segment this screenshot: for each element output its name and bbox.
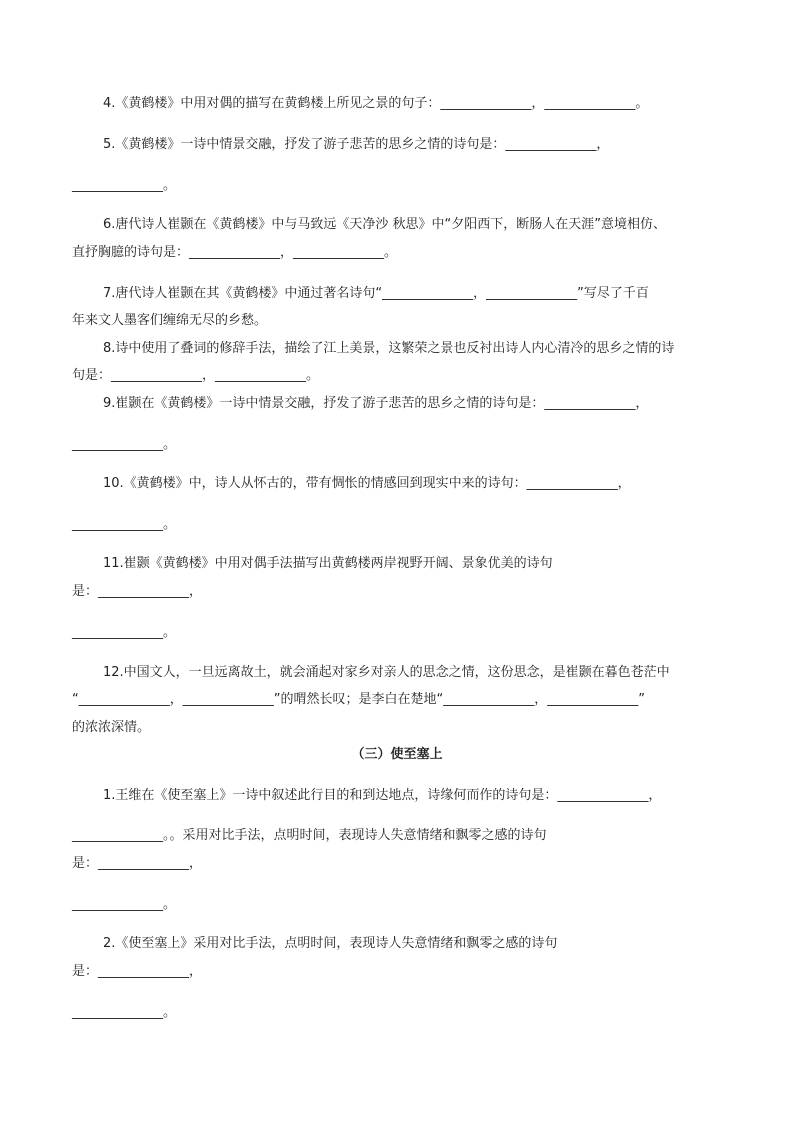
q12-line-1: 12.中国文人，一旦远离故土，就会涌起对家乡对亲人的思念之情，这份思念，是崔颢在暮色苍茫中 <box>103 665 670 680</box>
q9-line-2: ______________。 <box>72 437 177 452</box>
q10-line-2: ______________。 <box>72 517 177 532</box>
q4-line-1: 4.《黄鹤楼》中用对偶的描写在黄鹤楼上所见之景的句子：______________，______________。 <box>103 96 649 111</box>
q5-line-1: 5.《黄鹤楼》一诗中情景交融，抒发了游子悲苦的思乡之情的诗句是：______________， <box>103 137 610 152</box>
s3-q2-line-3: ______________。 <box>72 1005 177 1020</box>
q5-line-2: ______________。 <box>72 178 177 193</box>
q12-line-3: 的浓浓深情。 <box>72 720 151 735</box>
s3-q1-line-4: ______________。 <box>72 897 177 912</box>
q7-line-1: 7.唐代诗人崔颢在其《黄鹤楼》中通过著名诗句“______________，______________”写尽了千百 <box>103 286 649 301</box>
s3-q1-line-3: 是：______________， <box>72 856 203 871</box>
q8-line-1: 8.诗中使用了叠词的修辞手法，描绘了江上美景，这繁荣之景也反衬出诗人内心清冷的思乡之情的诗 <box>103 341 675 356</box>
q11-line-2: 是：______________， <box>72 584 203 599</box>
q11-line-3: ______________。 <box>72 625 177 640</box>
section-title: （三）使至塞上 <box>351 747 443 762</box>
q10-line-1: 10.《黄鹤楼》中，诗人从怀古的，带有惆怅的情感回到现实中来的诗句：______________， <box>103 476 631 491</box>
q7-line-2: 年来文人墨客们缠绵无尽的乡愁。 <box>72 313 268 328</box>
q6-line-2: 直抒胸臆的诗句是：______________，______________。 <box>72 245 398 260</box>
q8-line-2: 句是：______________，______________。 <box>72 368 320 383</box>
s3-q2-line-1: 2.《使至塞上》采用对比手法，点明时间，表现诗人失意情绪和飘零之感的诗句 <box>103 936 558 951</box>
q6-line-1: 6.唐代诗人崔颢在《黄鹤楼》中与马致远《天净沙 秋思》中“夕阳西下，断肠人在天涯”意境相仿、 <box>103 217 667 232</box>
s3-q1-line-1: 1.王维在《使至塞上》一诗中叙述此行目的和到达地点，诗缘何而作的诗句是：______________， <box>103 788 662 803</box>
s3-q1-line-2: ______________。。采用对比手法，点明时间，表现诗人失意情绪和飘零之感的诗句 <box>72 828 547 843</box>
s3-q2-line-2: 是：______________， <box>72 964 203 979</box>
q9-line-1: 9.崔颢在《黄鹤楼》一诗中情景交融，抒发了游子悲苦的思乡之情的诗句是：______________， <box>103 396 649 411</box>
q12-line-2: “______________，______________”的喟然长叹；是李白在楚地“______________，______________” <box>72 692 645 707</box>
q11-line-1: 11.崔颢《黄鹤楼》中用对偶手法描写出黄鹤楼两岸视野开阔、景象优美的诗句 <box>103 556 553 571</box>
